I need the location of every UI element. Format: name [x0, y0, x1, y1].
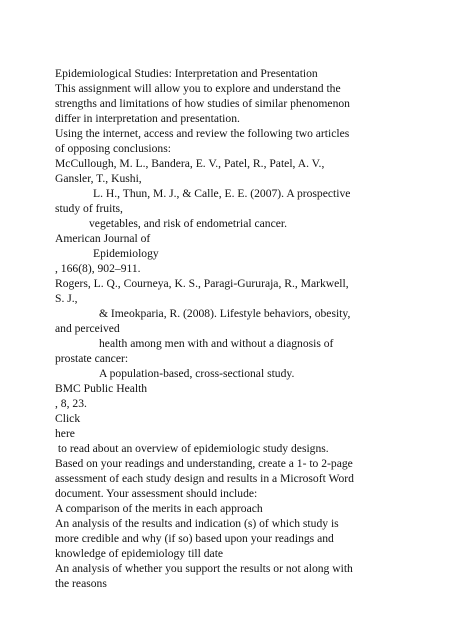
text-line: Using the internet, access and review the following two articles [55, 127, 350, 140]
text-line: assessment of each study design and results in a Microsoft Word [55, 472, 354, 485]
text-line: S. J., [55, 292, 78, 305]
text-line: the reasons [55, 577, 107, 590]
text-line: Based on your readings and understanding, create a 1- to 2-page [55, 457, 353, 470]
text-line: prostate cancer: [55, 352, 129, 365]
text-line: BMC Public Health [55, 382, 148, 395]
text-line: here [55, 427, 75, 440]
text-line: & Imeokparia, R. (2008). Lifestyle behaviors, obesity, [99, 307, 351, 320]
text-line: An analysis of the results and indication (s) of which study is [55, 517, 339, 530]
text-line: American Journal of [55, 232, 151, 245]
text-line: This assignment will allow you to explore and understand the [55, 82, 341, 95]
text-line: Click [55, 412, 81, 425]
text-line: McCullough, M. L., Bandera, E. V., Patel, R., Patel, A. V., [55, 157, 325, 170]
text-line: differ in interpretation and presentation. [55, 112, 240, 125]
text-line: of opposing conclusions: [55, 142, 171, 155]
text-line: L. H., Thun, M. J., & Calle, E. E. (2007). A prospective [93, 187, 351, 200]
text-line: A population-based, cross-sectional study. [99, 367, 295, 380]
text-line: A comparison of the merits in each approach [55, 502, 263, 515]
text-line: document. Your assessment should include: [55, 487, 258, 500]
text-line: Epidemiology [93, 247, 159, 260]
text-line: Gansler, T., Kushi, [55, 172, 142, 185]
text-line: study of fruits, [55, 202, 123, 215]
text-line: , 8, 23. [55, 397, 87, 410]
text-line: and perceived [55, 322, 120, 335]
document-body [55, 66, 445, 591]
text-line: vegetables, and risk of endometrial cancer. [89, 217, 287, 230]
text-line: strengths and limitations of how studies of similar phenomenon [55, 97, 350, 110]
text-line: health among men with and without a diagnosis of [99, 337, 334, 350]
text-line: An analysis of whether you support the results or not along with [55, 562, 353, 575]
text-line: more credible and why (if so) based upon your readings and [55, 532, 334, 545]
text-line: to read about an overview of epidemiologic study designs. [55, 442, 329, 455]
text-line: Rogers, L. Q., Courneya, K. S., Paragi-Gururaja, R., Markwell, [55, 277, 349, 290]
text-line: , 166(8), 902–911. [55, 262, 141, 275]
text-line: Epidemiological Studies: Interpretation and Presentation [55, 67, 318, 80]
text-line: knowledge of epidemiology till date [55, 547, 224, 560]
